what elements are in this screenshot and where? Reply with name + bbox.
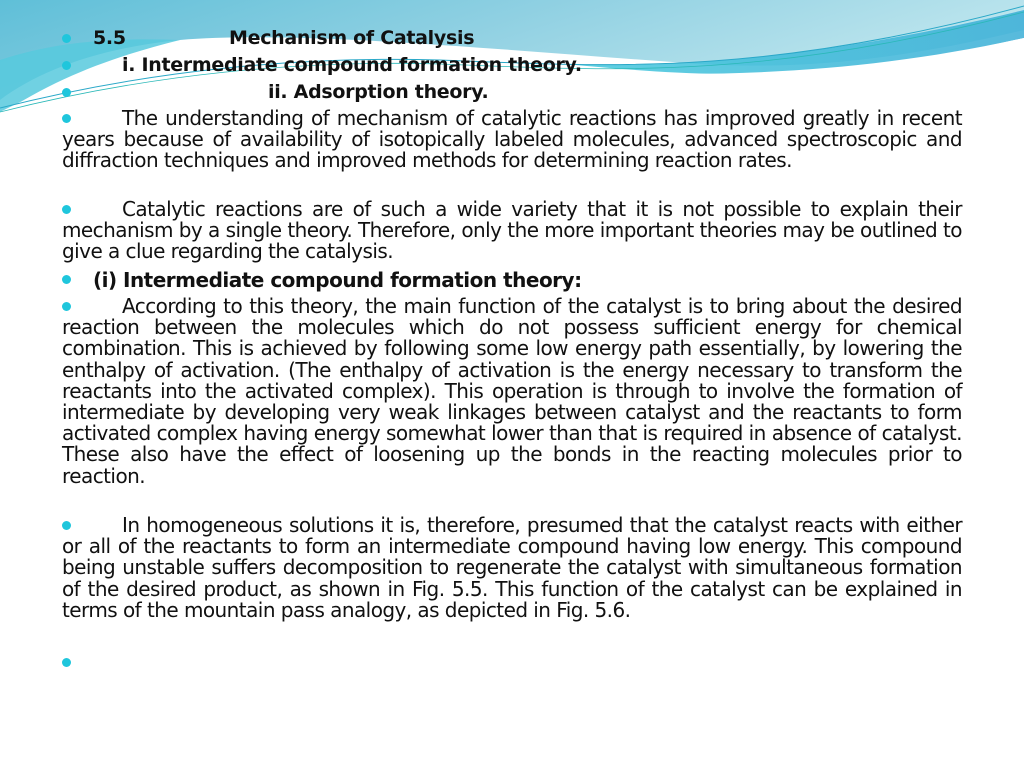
paragraph-text: Catalytic reactions are of such a wide variety that it is not possible to explain their mechanism by a single theory. Therefore, only the more important theories may be outlined to give a clue regarding the catalysis.	[62, 197, 962, 264]
section-number: 5.5	[93, 27, 126, 49]
subtitle-row-2	[62, 79, 962, 105]
subtitle-adsorption-theory: ii. Adsorption theory.	[268, 81, 489, 103]
empty-bullet-row	[62, 656, 962, 676]
bullet-icon	[62, 88, 71, 97]
bullet-icon	[62, 205, 71, 214]
title-row	[62, 25, 962, 51]
bullet-icon	[62, 302, 71, 311]
slide-title: Mechanism of Catalysis	[229, 27, 475, 49]
paragraph-text: According to this theory, the main function of the catalyst is to bring about the desired reaction between the molecules which do not possess sufficient energy for chemical combination. This is achieved by following some low energy path essentially, by lowering the enthalpy of activation. (The enthalpy of activation is the energy necessary to transform the reactants into the activated complex). This operation is through to involve the formation of intermediate by developing very weak linkages between catalyst and the reactants to form activated complex having energy somewhat lower than that is required in absence of catalyst. These also have the effect of loosening up the bonds in the reacting molecules prior to reaction.	[62, 294, 962, 488]
section-heading: Intermediate compound formation theory:	[123, 268, 582, 292]
bullet-icon	[62, 275, 71, 284]
section-marker: (i)	[93, 268, 117, 292]
section-heading-row	[62, 267, 962, 293]
paragraph-1	[62, 108, 962, 172]
paragraph-2	[62, 199, 962, 263]
subtitle-intermediate-theory: i. Intermediate compound formation theory.	[122, 54, 582, 76]
bullet-icon	[62, 34, 71, 43]
paragraph-text: In homogeneous solutions it is, therefore, presumed that the catalyst reacts with either or all of the reactants to form an intermediate compound having low energy. This compound being unstable suffers decomposition to regenerate the catalyst with simultaneous formation of the desired product, as shown in Fig. 5.5. This function of the catalyst can be explained in terms of the mountain pass analogy, as depicted in Fig. 5.6.	[62, 513, 962, 622]
bullet-icon	[62, 521, 71, 530]
bullet-icon	[62, 61, 71, 70]
paragraph-text: The understanding of mechanism of catalytic reactions has improved greatly in recent years because of availability of isotopically labeled molecules, advanced spectroscopic and diffraction techniques and improved methods for determining reaction rates.	[62, 106, 962, 173]
bullet-icon	[62, 658, 71, 667]
section-paragraph-2	[62, 515, 962, 621]
section-paragraph-1	[62, 296, 962, 487]
bullet-icon	[62, 114, 71, 123]
subtitle-row-1	[62, 52, 962, 78]
